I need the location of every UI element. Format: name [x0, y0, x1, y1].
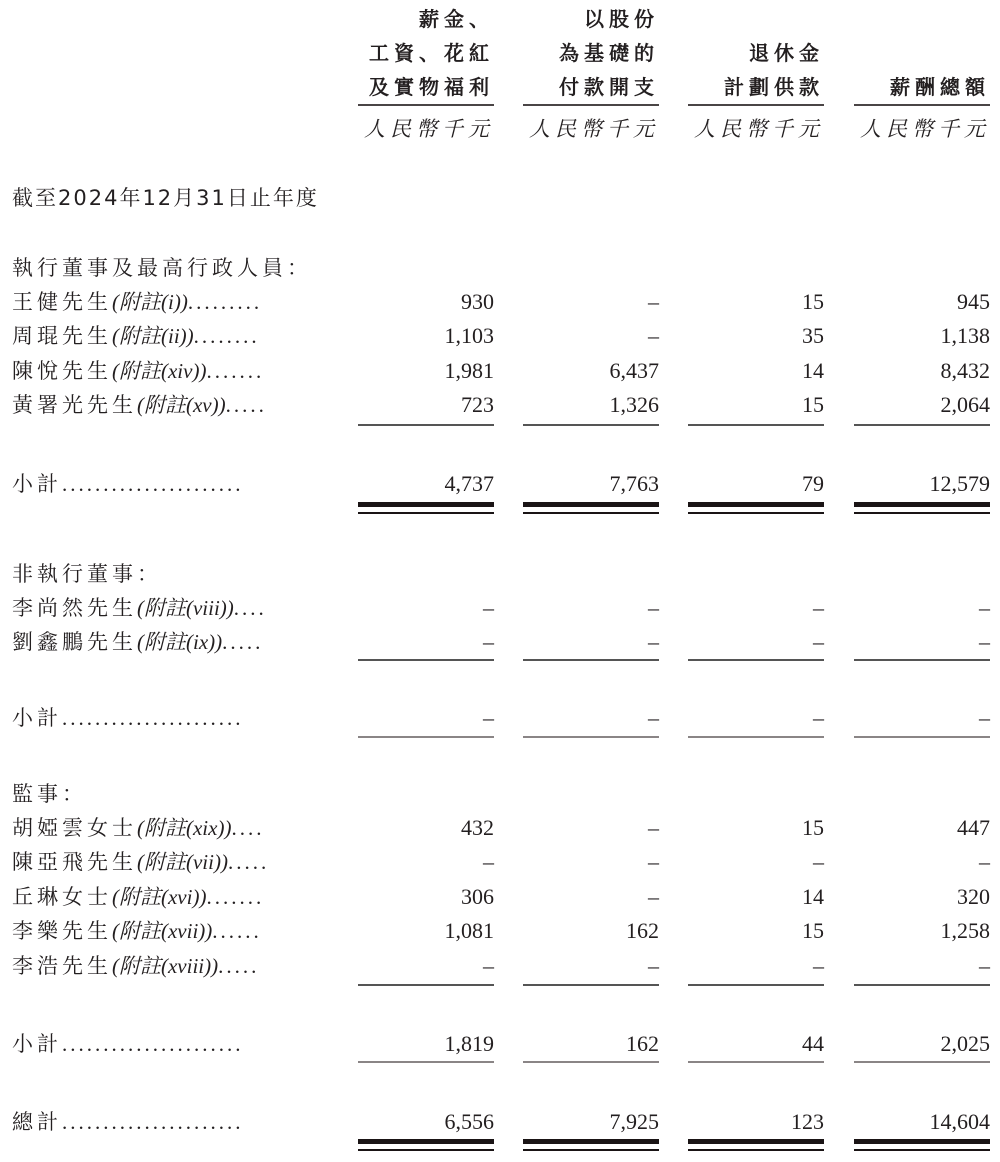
header-line: 計劃供款	[724, 75, 824, 99]
leader-dots: ......................	[62, 1110, 244, 1134]
single-rule	[358, 424, 494, 426]
cell-pension: 123	[791, 1109, 824, 1134]
person-name: 李尚然先生	[12, 596, 137, 620]
cell-salaries: –	[483, 953, 494, 978]
cell-pension: 15	[802, 392, 824, 417]
cell-total: 945	[957, 289, 990, 314]
header-line: 以股份	[584, 7, 659, 31]
note-ref: (附註(ii))	[112, 324, 194, 348]
cell-total: 2,064	[940, 392, 990, 417]
person-name: 胡婭雲女士	[12, 816, 137, 840]
leader-dots: ......................	[62, 472, 244, 496]
person-name: 陳悅先生	[12, 359, 112, 383]
unit-label: 人民幣千元	[529, 117, 659, 141]
cell-pension: 35	[802, 323, 824, 348]
cell-share-based: 162	[626, 1031, 659, 1056]
cell-share-based: 7,763	[609, 471, 659, 496]
header-underline	[523, 104, 659, 106]
header-underline	[688, 104, 824, 106]
single-rule	[854, 424, 990, 426]
cell-total: –	[979, 849, 990, 874]
cell-pension: 44	[802, 1031, 824, 1056]
cell-total: 320	[957, 884, 990, 909]
cell-salaries: –	[483, 705, 494, 730]
note-ref: (附註(vii))	[137, 850, 228, 874]
cell-total: –	[979, 629, 990, 654]
cell-salaries: –	[483, 629, 494, 654]
note-ref: (附註(xiv))	[112, 359, 207, 383]
cell-pension: –	[813, 705, 824, 730]
cell-salaries: 1,103	[444, 323, 494, 348]
cell-total: –	[979, 595, 990, 620]
leader-dots: .....	[227, 850, 270, 874]
note-ref: (附註(xviii))	[112, 954, 219, 978]
cell-salaries: 306	[461, 884, 494, 909]
leader-dots: ....	[233, 596, 267, 620]
subtotal-label: 小計	[12, 1032, 62, 1056]
leader-dots: ........	[193, 324, 260, 348]
cell-total: 12,579	[929, 471, 990, 496]
cell-share-based: 162	[626, 918, 659, 943]
cell-pension: –	[813, 629, 824, 654]
cell-salaries: 432	[461, 815, 494, 840]
header-underline	[358, 104, 494, 106]
subtotal-label: 小計	[12, 472, 62, 496]
note-ref: (附註(xvii))	[112, 919, 213, 943]
cell-pension: 14	[802, 884, 824, 909]
single-rule	[688, 424, 824, 426]
note-ref: (附註(i))	[112, 290, 188, 314]
cell-pension: 14	[802, 358, 824, 383]
leader-dots: .........	[187, 290, 263, 314]
cell-salaries: –	[483, 849, 494, 874]
cell-share-based: 6,437	[609, 358, 659, 383]
cell-share-based: –	[648, 323, 659, 348]
cell-share-based: –	[648, 705, 659, 730]
cell-pension: 15	[802, 289, 824, 314]
cell-pension: 15	[802, 918, 824, 943]
cell-share-based: –	[648, 884, 659, 909]
leader-dots: .....	[222, 630, 264, 654]
cell-share-based: –	[648, 953, 659, 978]
cell-total: 2,025	[940, 1031, 990, 1056]
section-title-non-executive: 非執行董事：	[12, 562, 162, 586]
leader-dots: ......................	[62, 706, 244, 730]
person-name: 丘琳女士	[12, 885, 112, 909]
leader-dots: ......................	[62, 1032, 244, 1056]
person-name: 李浩先生	[12, 954, 112, 978]
cell-salaries: 6,556	[444, 1109, 494, 1134]
cell-salaries: 723	[461, 392, 494, 417]
leader-dots: ......	[212, 919, 262, 943]
cell-salaries: 1,819	[444, 1031, 494, 1056]
header-line: 為基礎的	[559, 41, 659, 65]
section-title-supervisors: 監事：	[12, 782, 87, 806]
note-ref: (附註(xix))	[137, 816, 232, 840]
header-line: 薪金、	[419, 7, 494, 31]
cell-total: –	[979, 705, 990, 730]
subtotal-label: 小計	[12, 706, 62, 730]
cell-pension: –	[813, 849, 824, 874]
cell-pension: –	[813, 953, 824, 978]
cell-pension: 79	[802, 471, 824, 496]
person-name: 陳亞飛先生	[12, 850, 137, 874]
cell-total: –	[979, 953, 990, 978]
cell-share-based: –	[648, 595, 659, 620]
note-ref: (附註(ix))	[137, 630, 223, 654]
cell-share-based: 1,326	[609, 392, 659, 417]
person-name: 王健先生	[12, 290, 112, 314]
leader-dots: .....	[218, 954, 260, 978]
unit-label: 人民幣千元	[860, 117, 990, 141]
cell-pension: –	[813, 595, 824, 620]
note-ref: (附註(xvi))	[112, 885, 207, 909]
header-line: 退休金	[749, 41, 824, 65]
grand-total-label: 總計	[12, 1110, 62, 1134]
cell-total: 14,604	[929, 1109, 990, 1134]
cell-salaries: 4,737	[444, 471, 494, 496]
unit-label: 人民幣千元	[364, 117, 494, 141]
cell-total: 1,138	[940, 323, 990, 348]
cell-salaries: 1,981	[444, 358, 494, 383]
single-rule	[523, 424, 659, 426]
header-underline	[854, 104, 990, 106]
section-title-executive: 執行董事及最高行政人員：	[12, 256, 312, 280]
leader-dots: .......	[206, 359, 265, 383]
cell-share-based: –	[648, 629, 659, 654]
note-ref: (附註(xv))	[137, 393, 226, 417]
header-line: 工資、花紅	[369, 41, 494, 65]
cell-total: 8,432	[940, 358, 990, 383]
leader-dots: .....	[225, 393, 267, 417]
leader-dots: .......	[206, 885, 265, 909]
note-ref: (附註(viii))	[137, 596, 234, 620]
person-name: 周琨先生	[12, 324, 112, 348]
cell-total: 447	[957, 815, 990, 840]
cell-pension: 15	[802, 815, 824, 840]
cell-share-based: –	[648, 289, 659, 314]
cell-share-based: –	[648, 815, 659, 840]
cell-salaries: –	[483, 595, 494, 620]
cell-total: 1,258	[940, 918, 990, 943]
person-name: 劉鑫鵬先生	[12, 630, 137, 654]
cell-share-based: 7,925	[609, 1109, 659, 1134]
unit-label: 人民幣千元	[694, 117, 824, 141]
person-name: 黃署光先生	[12, 393, 137, 417]
leader-dots: ....	[231, 816, 265, 840]
period-label: 截至2024年12月31日止年度	[12, 186, 319, 210]
header-line: 及實物福利	[369, 75, 494, 99]
cell-salaries: 1,081	[444, 918, 494, 943]
cell-salaries: 930	[461, 289, 494, 314]
header-line: 付款開支	[559, 75, 659, 99]
cell-share-based: –	[648, 849, 659, 874]
header-line: 薪酬總額	[890, 75, 990, 99]
person-name: 李樂先生	[12, 919, 112, 943]
